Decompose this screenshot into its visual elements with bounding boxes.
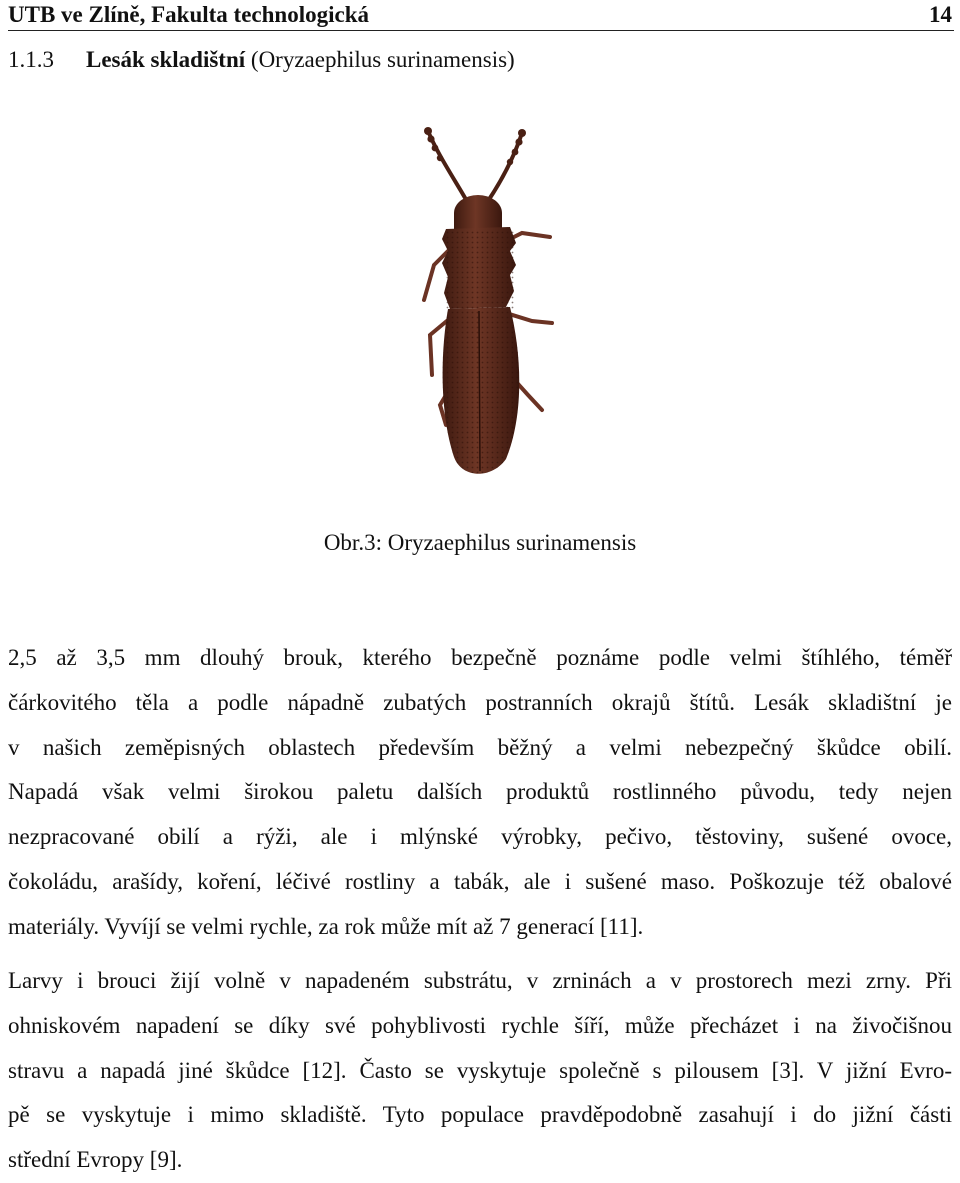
text-line: čokoládu, arašídy, koření, léčivé rostliny a tabák, ale i sušené maso. Poškozuje též obalové [8, 868, 952, 894]
beetle-photo-icon [410, 125, 570, 477]
header-title: UTB ve Zlíně, Fakulta technologická [8, 2, 369, 27]
text-line: stravu a napadá jiné škůdce [12]. Často se vyskytuje společně s pilousem [3]. V jižní Evro- [8, 1057, 952, 1083]
text-line: čárkovitého těla a podle nápadně zubatých postranních okrajů štítů. Lesák skladištní je [8, 689, 952, 715]
text-line: nezpracované obilí a rýži, ale i mlýnské výrobky, pečivo, těstoviny, sušené ovoce, [8, 824, 952, 850]
section-title: Lesák skladištní [86, 47, 246, 72]
figure-caption: Obr.3: Oryzaephilus surinamensis [323, 530, 637, 555]
section-number: 1.1.3 [8, 47, 54, 72]
section-latin-name: (Oryzaephilus surinamensis) [250, 47, 515, 72]
text-line: materiály. Vyvíjí se velmi rychle, za rok může mít až 7 generací [11]. [8, 913, 644, 939]
text-line: Larvy i brouci žijí volně v napadeném substrátu, v zrninách a v prostorech mezi zrny. Při [8, 968, 952, 993]
text-line: v našich zeměpisných oblastech především běžný a velmi nebezpečný škůdce obilí. [8, 734, 952, 760]
text-line: ohniskovém napadení se díky své pohyblivosti rychle šíří, může přecházet i na živočišnou [8, 1012, 952, 1038]
section-heading [8, 44, 515, 76]
text-line: Napadá však velmi širokou paletu dalších produktů rostlinného původu, tedy nejen [8, 779, 952, 805]
page-header [8, 0, 954, 31]
page-number: 14 [929, 2, 952, 27]
text-line: 2,5 až 3,5 mm dlouhý brouk, kterého bezpečně poznáme podle velmi štíhlého, téměř [8, 645, 952, 670]
paragraph-1 [8, 636, 952, 950]
beetle-figure [410, 125, 570, 477]
paragraph-2 [8, 959, 952, 1183]
text-line: pě se vyskytuje i mimo skladiště. Tyto populace pravděpodobně zasahují i do jižní části [8, 1102, 952, 1128]
text-line: střední Evropy [9]. [8, 1147, 183, 1173]
